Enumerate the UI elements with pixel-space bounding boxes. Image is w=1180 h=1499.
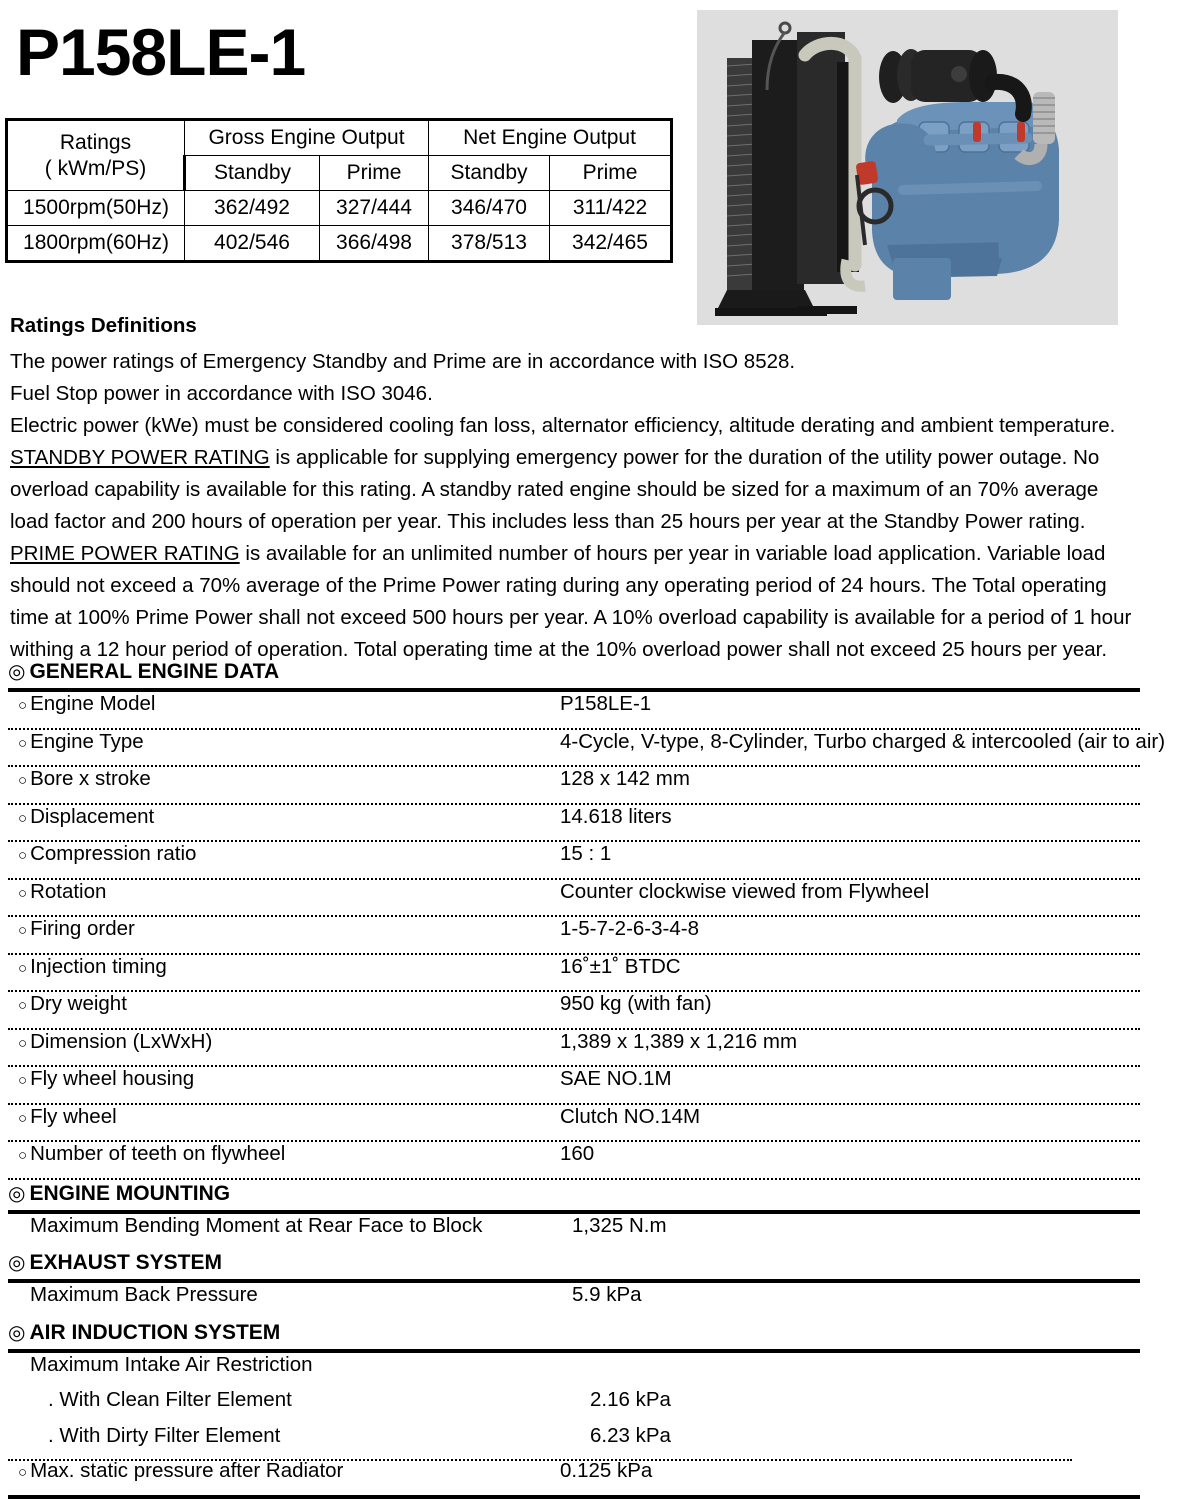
spec-value: 14.618 liters [560, 804, 672, 828]
spec-row-dimension [8, 1030, 1140, 1068]
ratings-header-row-1 [7, 120, 672, 156]
spec-row-max-bending-moment [8, 1214, 1140, 1250]
spec-label [8, 1459, 560, 1483]
spec-label [8, 1424, 590, 1448]
spec-label [8, 1067, 560, 1091]
spec-label [8, 955, 560, 979]
section-bullet-icon: ◎ [8, 1252, 26, 1274]
spec-row-dirty-filter-element [8, 1424, 1140, 1460]
circle-bullet-icon: ○ [18, 809, 28, 827]
section-bullet-icon: ◎ [8, 1182, 26, 1205]
cell-50hz-net-prime: 311/422 [550, 191, 672, 226]
spec-label-text: Rotation [30, 879, 107, 903]
gross-standby-header: Standby [185, 156, 320, 191]
mounting-rows [8, 1214, 1140, 1250]
circle-bullet-icon: ○ [18, 959, 28, 977]
circle-bullet-icon: ○ [18, 1464, 28, 1481]
spec-label [8, 1283, 572, 1307]
spec-value: 128 x 142 mm [560, 767, 690, 790]
spec-label [8, 917, 560, 941]
spec-label-text: Maximum Bending Moment at Rear Face to Block [30, 1213, 483, 1237]
cell-50hz-gross-prime: 327/444 [320, 191, 429, 226]
section-header-air-induction-system [8, 1319, 1140, 1353]
spec-row-dry-weight [8, 992, 1140, 1030]
spec-label-text: Max. static pressure after Radiator [30, 1459, 344, 1482]
spec-label-text: Injection timing [30, 954, 167, 978]
spec-value: 1,389 x 1,389 x 1,216 mm [560, 1029, 798, 1053]
table-row [7, 226, 672, 262]
definition-line-1: The power ratings of Emergency Standby and Prime are in accordance with ISO 8528. [10, 350, 796, 373]
cell-60hz-net-prime: 342/465 [550, 226, 672, 262]
section-title: EXHAUST SYSTEM [29, 1251, 222, 1274]
circle-bullet-icon: ○ [18, 922, 28, 939]
section-title: AIR INDUCTION SYSTEM [29, 1320, 281, 1344]
spec-value: 1,325 N.m [572, 1213, 667, 1237]
circle-bullet-icon: ○ [18, 1072, 28, 1089]
ratings-table [5, 118, 673, 263]
spec-label-text: Engine Model [30, 692, 156, 715]
spec-label [8, 1030, 560, 1054]
section-bullet-icon: ◎ [8, 1321, 26, 1344]
cell-60hz-gross-standby: 402/546 [185, 226, 320, 262]
prime-power-rating-text: is available for an unlimited number of hours per year in variable load application. Variable load should not exceed a 70% average of the Prime Power rating during any operating period of 24 hours. The Total operating time at 100% Prime Power shall not exceed 500 hours per year. A 10% overload capability is available for a period of 1 hour withing a 12 hour period of operation. Total operating time at the 10% overload power shall not exceed 25 hours per year. [10, 542, 1132, 661]
spec-label [8, 880, 560, 904]
section-general-engine-data [8, 658, 1166, 1180]
spec-label [8, 767, 560, 791]
net-output-header: Net Engine Output [429, 120, 672, 156]
spec-label [8, 1105, 560, 1129]
net-standby-header: Standby [429, 156, 550, 191]
circle-bullet-icon: ○ [18, 884, 28, 902]
spec-value: Clutch NO.14M [560, 1104, 701, 1128]
spec-value: SAE NO.1M [560, 1067, 672, 1090]
circle-bullet-icon: ○ [18, 697, 28, 714]
spec-label-text: Fly wheel [30, 1104, 117, 1128]
circle-bullet-icon: ○ [18, 847, 28, 864]
spec-row-injection-timing [8, 955, 1140, 993]
prime-power-rating-paragraph [10, 538, 1138, 666]
spec-value: 4-Cycle, V-type, 8-Cylinder, Turbo charged & intercooled (air to air) [560, 729, 1166, 753]
spec-row-fly-wheel [8, 1105, 1140, 1143]
spec-label-text: . With Clean Filter Element [48, 1388, 292, 1411]
spec-label-text: Compression ratio [30, 842, 197, 865]
standby-power-rating-text: is applicable for supplying emergency power for the duration of the utility power outage. No overload capability is available for this rating. A standby rated engine should be sized for a maximum of an 70% average load factor and 200 hours of operation per year. This includes less than 25 hours per year at the Standby Power rating. [10, 446, 1100, 533]
gross-output-header: Gross Engine Output [185, 120, 429, 156]
circle-bullet-icon: ○ [18, 997, 28, 1014]
net-prime-header: Prime [550, 156, 672, 191]
section-exhaust-system [8, 1249, 1140, 1319]
spec-value: 2.16 kPa [590, 1388, 671, 1411]
section-header-general-engine-data [8, 658, 1140, 692]
spec-label [8, 992, 560, 1016]
spec-row-clean-filter-element [8, 1388, 1140, 1424]
spec-label-text: Displacement [30, 804, 155, 828]
spec-row-displacement [8, 805, 1140, 843]
spec-label [8, 692, 560, 716]
spec-value: 950 kg (with fan) [560, 992, 712, 1015]
spec-label [8, 1214, 572, 1238]
row-speed-50hz: 1500rpm(50Hz) [7, 191, 185, 226]
circle-bullet-icon: ○ [18, 1034, 28, 1052]
section-air-induction-system [8, 1319, 1140, 1499]
ratings-corner-label [7, 120, 185, 191]
spec-label-text: Maximum Back Pressure [30, 1283, 258, 1306]
spec-row-compression-ratio [8, 842, 1140, 880]
spec-row-firing-order [8, 917, 1140, 955]
spec-row-engine-model [8, 692, 1140, 730]
circle-bullet-icon: ○ [18, 772, 28, 789]
section-title: ENGINE MOUNTING [29, 1181, 231, 1205]
spec-value: 6.23 kPa [590, 1423, 671, 1447]
spec-label-text: Engine Type [30, 729, 144, 753]
prime-power-rating-term: PRIME POWER RATING [10, 542, 240, 565]
circle-bullet-icon: ○ [18, 1109, 28, 1127]
spec-value: 1-5-7-2-6-3-4-8 [560, 917, 699, 940]
circle-bullet-icon: ○ [18, 1147, 28, 1164]
definition-line-2: Fuel Stop power in accordance with ISO 3046. [10, 382, 433, 405]
spec-label-text: . With Dirty Filter Element [48, 1423, 281, 1447]
cell-60hz-gross-prime: 366/498 [320, 226, 429, 262]
engine-photo [697, 10, 1118, 325]
spec-value: 0.125 kPa [560, 1459, 653, 1482]
section-engine-mounting [8, 1180, 1140, 1250]
spec-label-text: Fly wheel housing [30, 1067, 195, 1090]
row-speed-60hz: 1800rpm(60Hz) [7, 226, 185, 262]
air-induction-rows [8, 1353, 1140, 1499]
spec-value: 16˚±1˚ BTDC [560, 954, 681, 978]
page-title: P158LE-1 [16, 15, 306, 89]
spec-row-teeth-on-flywheel [8, 1142, 1140, 1180]
spec-label [8, 1142, 560, 1166]
standby-power-rating-paragraph [10, 442, 1138, 538]
cell-50hz-gross-standby: 362/492 [185, 191, 320, 226]
spec-row-max-intake-air-restriction [8, 1353, 1140, 1389]
spec-label [8, 1388, 590, 1412]
spec-label-text: Bore x stroke [30, 767, 151, 790]
section-header-exhaust-system [8, 1249, 1140, 1283]
spec-value: 5.9 kPa [572, 1283, 642, 1306]
spec-label [8, 842, 560, 866]
spec-value: 15 : 1 [560, 842, 612, 865]
spec-label [8, 730, 560, 754]
spec-row-fly-wheel-housing [8, 1067, 1140, 1105]
specification-sections [8, 658, 1166, 1499]
section-header-engine-mounting [8, 1180, 1140, 1214]
spec-label-text: Firing order [30, 917, 135, 940]
exhaust-rows [8, 1283, 1140, 1319]
circle-bullet-icon: ○ [18, 734, 28, 752]
section-title: GENERAL ENGINE DATA [29, 660, 280, 683]
spec-label-text: Number of teeth on flywheel [30, 1142, 286, 1165]
section-bullet-icon: ◎ [8, 661, 26, 683]
spec-row-rotation [8, 880, 1140, 918]
engine-illustration [697, 10, 1118, 325]
spec-value: P158LE-1 [560, 692, 652, 715]
spec-row-engine-type [8, 729, 1166, 768]
spec-row-bore-x-stroke [8, 767, 1140, 805]
standby-power-rating-term: STANDBY POWER RATING [10, 446, 270, 469]
spec-label-text: Dimension (LxWxH) [30, 1029, 213, 1053]
definition-line-3: Electric power (kWe) must be considered cooling fan loss, alternator efficiency, altitude derating and ambient temperature. [10, 414, 1116, 437]
ratings-definitions [10, 310, 1138, 666]
spec-label-text: Dry weight [30, 992, 127, 1015]
spec-label [8, 805, 560, 829]
spec-label [8, 1353, 572, 1377]
spec-value: 160 [560, 1142, 595, 1165]
table-row [7, 191, 672, 226]
cell-60hz-net-standby: 378/513 [429, 226, 550, 262]
ratings-corner-line2: ( kWm/PS) [44, 156, 147, 180]
spec-row-max-back-pressure [8, 1283, 1140, 1319]
cell-50hz-net-standby: 346/470 [429, 191, 550, 226]
spec-row-max-static-pressure-after-radiator [8, 1459, 1140, 1499]
spec-value: Counter clockwise viewed from Flywheel [560, 879, 930, 903]
general-rows [8, 692, 1166, 1180]
gross-prime-header: Prime [320, 156, 429, 191]
ratings-definitions-heading: Ratings Definitions [10, 314, 197, 337]
ratings-corner-line1: Ratings [59, 130, 132, 154]
spec-label-text: Maximum Intake Air Restriction [30, 1352, 313, 1376]
